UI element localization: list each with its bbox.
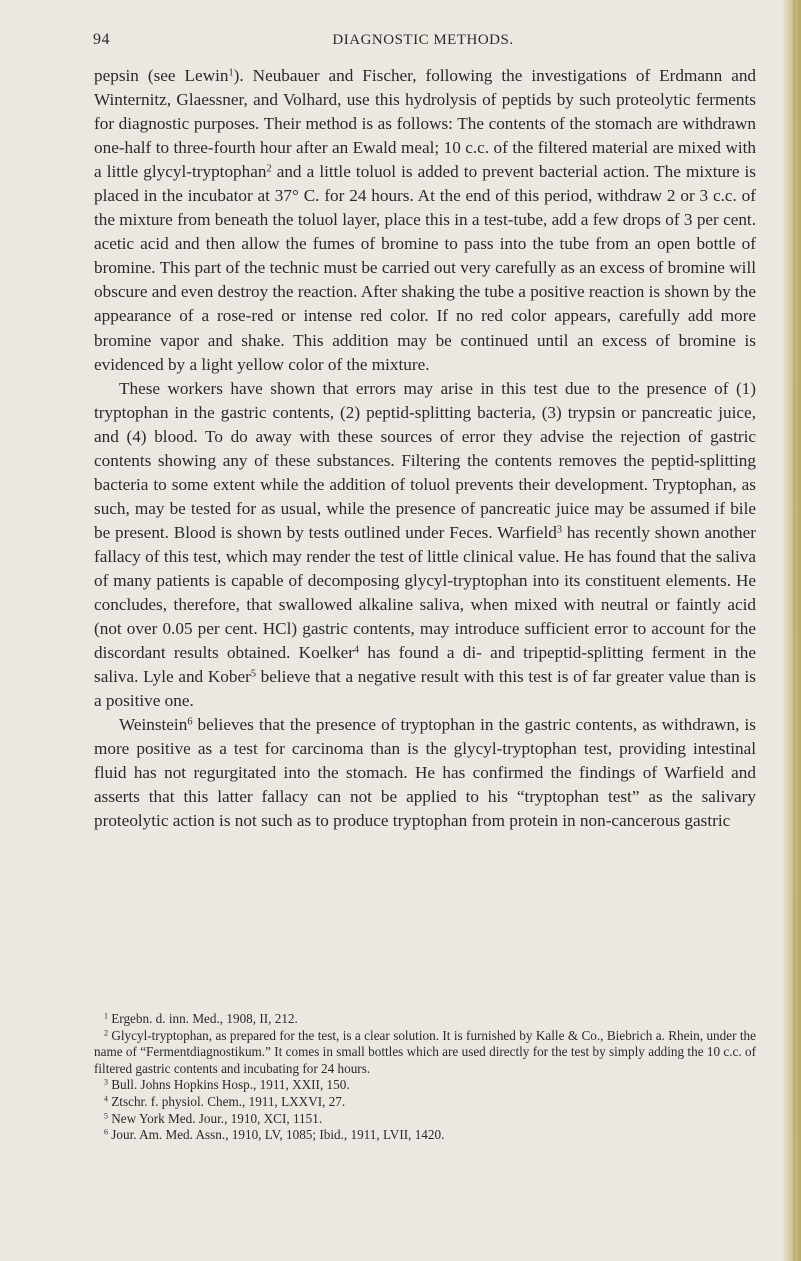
- text-segment: Weinstein: [119, 715, 188, 735]
- footnote-ref: 3: [556, 524, 562, 536]
- text-segment: pepsin (see Lewin: [94, 66, 229, 85]
- footnote-text: New York Med. Jour., 1910, XCI, 1151.: [107, 1110, 323, 1126]
- footnote-marker: 1: [104, 1011, 108, 1021]
- footnotes: [94, 1011, 756, 1144]
- footnote-ref: 1: [228, 67, 234, 79]
- text-segment: has found a di- and tripeptid-splitting ferment in the saliva. Lyle and Kober: [94, 643, 756, 687]
- page-edge: [783, 0, 801, 1261]
- text-segment: has recently shown another fallacy of this test, which may render the test of little clinical value. He has found that the saliva of many patients is capable of decomposing glycyl-tryptophan into its constituent elements. He concludes, therefore, that swallowed alkaline saliva, when mixed with neutral or faintly acid (not over 0.05 per cent. HCl) gastric contents, may introduce sufficient error to account for the discordant results obtained. Koelker: [94, 522, 756, 663]
- paragraph: [94, 713, 756, 833]
- page-number: 94: [93, 31, 110, 48]
- footnote-marker: 2: [104, 1028, 108, 1038]
- footnote: [94, 1028, 756, 1078]
- text-segment: ). Neubauer and Fischer, following the investigations of Erdmann and Winternitz, Glaessner, and Volhard, use this hydrolysis of peptids by such proteolytic ferments for diagnostic purposes. Their method is as follows: The contents of the stomach are withdrawn one-half to three-fourth hour after an Ewald meal; 10 c.c. of the filtered material are mixed with a little glycyl-tryptophan: [94, 66, 757, 182]
- text-segment: believes that the presence of tryptophan in the gastric contents, as withdrawn, is more positive as a test for carcinoma than is the glycyl-tryptophan test, providing intestinal fluid has not regurgitated into the stomach. He has confirmed the findings of Warfield and asserts that this latter fallacy can not be applied to his “tryptophan test” as the salivary proteolytic action is not such as to produce tryptophan from protein in non-cancerous gastric: [94, 715, 756, 831]
- footnote: [94, 1011, 756, 1028]
- footnote-marker: 6: [104, 1127, 108, 1137]
- footnote-ref: 4: [354, 644, 360, 656]
- footnote: [94, 1077, 756, 1094]
- footnote: [94, 1111, 756, 1128]
- footnote-text: Glycyl-tryptophan, as prepared for the test, is a clear solution. It is furnished by Kalle & Co., Biebrich a. Rhein, under the name of “Fermentdiagnostikum.” It comes in small bottles which are used directly for the test by simply adding the 10 c.c. of filtered gastric contents and incubating for 24 hours.: [94, 1027, 756, 1076]
- footnote: [94, 1127, 756, 1144]
- footnote-text: Jour. Am. Med. Assn., 1910, LV, 1085; Ibid., 1911, LVII, 1420.: [107, 1127, 445, 1143]
- footnote-ref: 6: [187, 716, 193, 728]
- footnote-marker: 5: [104, 1111, 108, 1121]
- page-header: [93, 31, 753, 53]
- footnote-text: Bull. Johns Hopkins Hosp., 1911, XXII, 150.: [107, 1077, 350, 1093]
- text-segment: These workers have shown that errors may arise in this test due to the presence of (1) tryptophan in the gastric contents, (2) peptid-splitting bacteria, (3) trypsin or pancreatic juice, and (4) blood. To do away with these sources of error they advise the rejection of gastric contents showing any of these substances. Filtering the contents removes the peptid-splitting bacteria to some extent while the addition of toluol prevents their development. Tryptophan, as such, may be tested for as usual, while the presence of pancreatic juice may be assumed if bile be present. Blood is shown by tests outlined under Feces. Warfield: [94, 378, 756, 542]
- paragraph: [94, 64, 756, 377]
- footnote-text: Ztschr. f. physiol. Chem., 1911, LXXVI, 27.: [107, 1093, 346, 1109]
- running-head: DIAGNOSTIC METHODS.: [332, 32, 514, 48]
- text-segment: and a little toluol is added to prevent bacterial action. The mixture is placed in the incubator at 37° C. for 24 hours. At the end of this period, withdraw 2 or 3 c.c. of the mixture from beneath the toluol layer, place this in a test-tube, add a few drops of 3 per cent. acetic acid and then allow the fumes of bromine to pass into the tube from an open bottle of bromine. This part of the technic must be carried out very carefully as an excess of bromine will obscure and even destroy the reaction. After shaking the tube a positive reaction is shown by the appearance of a rose-red or intense red color. If no red color appears, carefully add more bromine vapor and shake. This addition may be continued until an excess of bromine is evidenced by a light yellow color of the mixture.: [94, 162, 757, 374]
- footnote-ref: 5: [250, 668, 256, 680]
- footnote: [94, 1094, 756, 1111]
- footnote-text: Ergebn. d. inn. Med., 1908, II, 212.: [107, 1011, 298, 1026]
- footnote-ref: 2: [266, 163, 272, 175]
- paragraph: [94, 377, 756, 714]
- footnote-marker: 4: [104, 1094, 108, 1104]
- text-segment: believe that a negative result with this test is of far greater value than is a positive one.: [94, 667, 756, 711]
- footnote-marker: 3: [104, 1078, 108, 1088]
- body-text: [94, 64, 756, 834]
